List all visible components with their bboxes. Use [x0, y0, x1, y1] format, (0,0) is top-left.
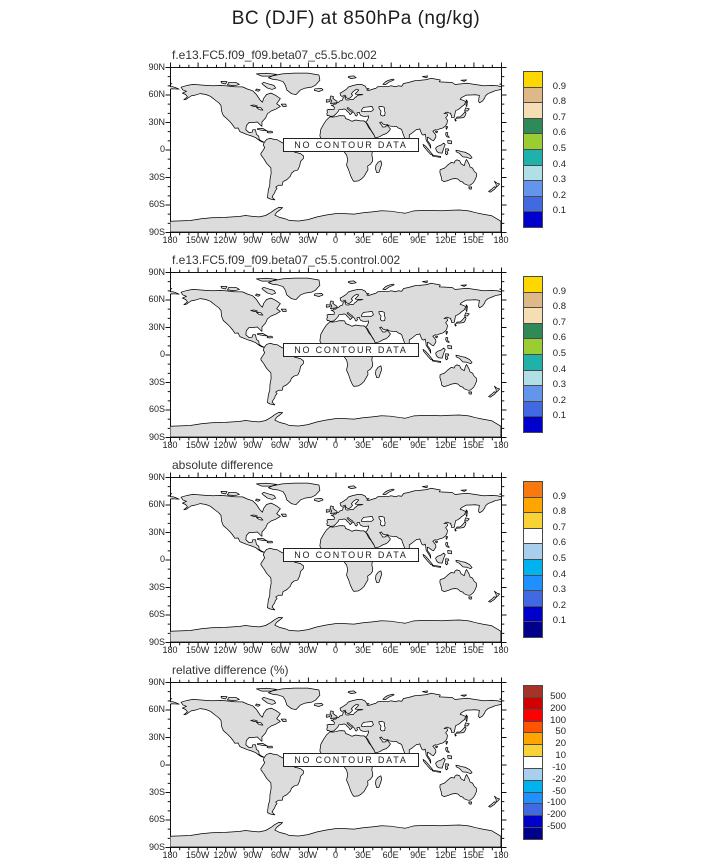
colorbar-label: 0.9 [552, 80, 566, 92]
lon-tick-label: 120W [213, 440, 237, 450]
colorbar-label: 0.6 [552, 332, 566, 344]
lon-tick-label: 120E [435, 850, 457, 860]
panel-relative-difference [0, 662, 723, 864]
colorbar-label: 200 [550, 702, 566, 714]
lon-tick-label: 90E [410, 235, 427, 245]
panel-bc-case [0, 47, 723, 249]
colorbar-label: 0.3 [552, 584, 566, 596]
colorbar-label: 0.1 [552, 410, 566, 422]
lon-tick-label: 0 [332, 235, 338, 245]
no-contour-data-box: NO CONTOUR DATA [283, 343, 419, 357]
colorbar-label: 0.4 [552, 158, 566, 170]
colorbar-label: 20 [555, 738, 566, 750]
lon-tick-label: 120W [213, 850, 237, 860]
lat-tick-label: 90N [148, 266, 165, 277]
lat-tick-label: 90S [148, 226, 165, 237]
lon-tick-label: 150W [185, 850, 210, 860]
lon-tick-label: 150E [462, 850, 484, 860]
no-contour-data-box: NO CONTOUR DATA [283, 753, 419, 767]
lat-tick-label: 90S [148, 636, 165, 647]
lon-tick-label: 60E [382, 850, 399, 860]
lat-tick-label: 0 [159, 554, 165, 564]
lat-tick-label: 60N [148, 294, 165, 304]
colorbar-label: 0.3 [552, 379, 566, 391]
lon-tick-label: 30E [355, 235, 372, 245]
lon-tick-label: 120E [435, 645, 457, 655]
colorbar-label: 0.9 [552, 490, 566, 502]
lat-tick-label: 30S [148, 786, 165, 797]
colorbar-label: 0.6 [552, 537, 566, 549]
colorbar-label: 0.2 [552, 189, 566, 201]
colorbar-label: 0.8 [552, 96, 566, 108]
lon-tick-label: 150E [462, 235, 484, 245]
lon-tick-label: 150W [185, 645, 210, 655]
lon-tick-label: 60E [382, 235, 399, 245]
colorbar-label: -50 [552, 785, 566, 797]
colorbar-label: 0.7 [552, 521, 566, 533]
colorbar-label: 0.1 [552, 205, 566, 217]
lon-tick-label: 90W [243, 235, 262, 245]
lon-tick-label: 0 [332, 440, 338, 450]
colorbar-label: 0.3 [552, 174, 566, 186]
colorbar-label: 0.1 [552, 615, 566, 627]
lat-tick-label: 30S [148, 376, 165, 387]
lat-tick-label: 60N [148, 89, 165, 99]
lon-tick-label: 180 [162, 645, 178, 655]
lon-tick-label: 30E [355, 850, 372, 860]
lat-tick-label: 90S [148, 431, 165, 442]
figure-title: BC (DJF) at 850hPa (ng/kg) [231, 8, 481, 29]
lat-tick-label: 0 [159, 144, 165, 154]
colorbar-label: 50 [555, 726, 566, 738]
panel-subtitle: relative difference (%) [172, 663, 289, 677]
lon-tick-label: 30W [298, 235, 318, 245]
panel-subtitle: f.e13.FC5.f09_f09.beta07_c5.5.control.002 [172, 253, 401, 267]
lon-tick-label: 60W [271, 850, 290, 860]
lat-tick-label: 0 [159, 349, 165, 359]
colorbar-label: 0.5 [552, 143, 566, 154]
lon-tick-label: 90E [410, 440, 427, 450]
lon-tick-label: 30E [355, 440, 372, 450]
lon-tick-label: 0 [332, 645, 338, 655]
lon-tick-label: 90W [243, 850, 262, 860]
colorbar-label: 0.7 [552, 316, 566, 328]
lat-tick-label: 60S [148, 609, 165, 619]
lat-tick-label: 0 [159, 759, 165, 769]
panel-subtitle: f.e13.FC5.f09_f09.beta07_c5.5.bc.002 [172, 48, 377, 62]
lat-tick-label: 60S [148, 404, 165, 414]
panel-control-case [0, 252, 723, 454]
colorbar-label: 0.4 [552, 363, 566, 375]
colorbar-label: 0.9 [552, 285, 566, 297]
panel-absolute-difference [0, 457, 723, 659]
no-contour-data-box: NO CONTOUR DATA [283, 138, 419, 152]
lat-tick-label: 60S [148, 814, 165, 824]
colorbar-label: 0.2 [552, 394, 566, 406]
colorbar-label: 100 [550, 714, 566, 726]
lon-tick-label: 90W [243, 440, 262, 450]
lon-tick-label: 60E [382, 645, 399, 655]
lon-tick-label: 150E [462, 645, 484, 655]
colorbar-label: -200 [546, 809, 566, 821]
colorbar-label: 0.5 [552, 553, 566, 564]
lat-tick-label: 60S [148, 199, 165, 209]
lon-tick-label: 180 [493, 850, 509, 860]
lat-tick-label: 30N [148, 116, 165, 127]
lon-tick-label: 60E [382, 440, 399, 450]
colorbar-label: -100 [546, 797, 566, 809]
lat-tick-label: 30N [148, 321, 165, 332]
lat-tick-label: 90N [148, 61, 165, 72]
colorbar-label: 0.2 [552, 599, 566, 611]
lon-tick-label: 90W [243, 645, 262, 655]
lon-tick-label: 30W [298, 645, 318, 655]
colorbar-label: -20 [552, 773, 566, 785]
lon-tick-label: 180 [493, 235, 509, 245]
lon-tick-label: 90E [410, 850, 427, 860]
lon-tick-label: 30W [298, 440, 318, 450]
lon-tick-label: 60W [271, 440, 290, 450]
lon-tick-label: 30W [298, 850, 318, 860]
no-contour-data-box: NO CONTOUR DATA [283, 548, 419, 562]
colorbar-label: 0.5 [552, 348, 566, 359]
lon-tick-label: 150W [185, 235, 210, 245]
colorbar-label: 0.7 [552, 111, 566, 123]
lon-tick-label: 150W [185, 440, 210, 450]
colorbar-label: 0.8 [552, 301, 566, 313]
lat-tick-label: 90S [148, 841, 165, 852]
lat-tick-label: 30S [148, 581, 165, 592]
colorbar-label: 0.6 [552, 127, 566, 139]
lon-tick-label: 120W [213, 645, 237, 655]
lon-tick-label: 90E [410, 645, 427, 655]
lat-tick-label: 90N [148, 471, 165, 482]
lon-tick-label: 120E [435, 235, 457, 245]
lon-tick-label: 180 [162, 850, 178, 860]
lon-tick-label: 150E [462, 440, 484, 450]
colorbar-label: 10 [555, 750, 566, 762]
colorbar-label: 0.4 [552, 568, 566, 580]
lat-tick-label: 30S [148, 171, 165, 182]
colorbar-label: -10 [552, 761, 566, 773]
colorbar-label: 500 [550, 690, 566, 702]
lon-tick-label: 60W [271, 235, 290, 245]
lat-tick-label: 90N [148, 676, 165, 687]
lat-tick-label: 60N [148, 704, 165, 714]
lon-tick-label: 60W [271, 645, 290, 655]
lon-tick-label: 30E [355, 645, 372, 655]
lon-tick-label: 120E [435, 440, 457, 450]
lon-tick-label: 180 [162, 440, 178, 450]
panel-subtitle: absolute difference [172, 458, 274, 472]
lon-tick-label: 120W [213, 235, 237, 245]
colorbar-label: 0.8 [552, 506, 566, 518]
lon-tick-label: 180 [162, 235, 178, 245]
lon-tick-label: 0 [332, 850, 338, 860]
colorbar-label: -500 [546, 821, 566, 833]
lon-tick-label: 180 [493, 645, 509, 655]
lat-tick-label: 30N [148, 526, 165, 537]
lat-tick-label: 30N [148, 731, 165, 742]
lon-tick-label: 180 [493, 440, 509, 450]
lat-tick-label: 60N [148, 499, 165, 509]
